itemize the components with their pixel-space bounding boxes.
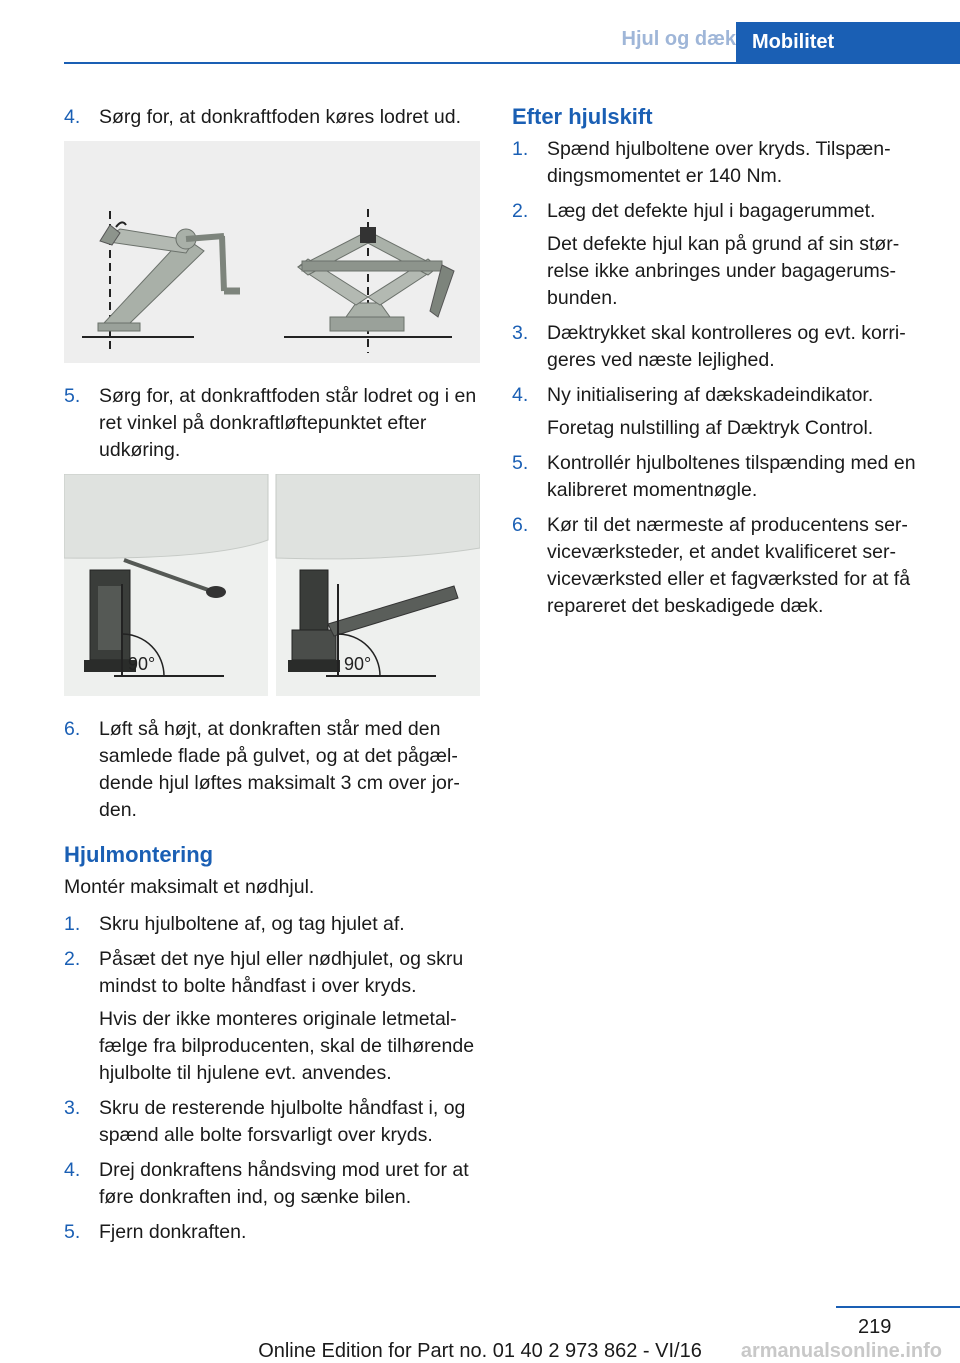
step-number: 1. [512,138,529,160]
step-text: Ny initialisering af dækskadeindikator. [547,384,874,406]
list-item [512,136,928,190]
step-number: 5. [512,452,529,474]
step-text: Skru hjulboltene af, og tag hjulet af. [99,913,405,935]
step-number: 5. [64,385,81,407]
edition-line: Online Edition for Part no. 01 40 2 973 862 - VI/16 [258,1340,702,1362]
list-item [64,104,480,131]
step-text: Påsæt det nye hjul eller nødhjulet, og skru mindst to bolte håndfast i over kryds. [99,948,464,997]
list-item [64,946,480,1000]
list-item [64,911,480,938]
figure-jack-extend [64,141,480,363]
step-list-wheel-mounting [64,911,480,1246]
list-item [512,382,928,409]
header-section-title: Hjul og dæk [621,28,736,50]
list-item [64,716,480,824]
step-text: Drej donkraftens håndsving mod uret for at føre donkraften ind, og sænke bilen. [99,1159,469,1208]
list-item [64,383,480,464]
angle-label-left: 90° [128,654,156,674]
step-number: 3. [64,1097,81,1119]
watermark: armanualsonline.info [740,1340,942,1362]
step-list-after-wheel-change [512,136,928,620]
list-item [512,198,928,225]
step-text: Læg det defekte hjul i bagagerummet. [547,200,876,222]
step-list-b [64,383,480,464]
list-item [512,320,928,374]
section-heading-wheel-mounting: Hjulmontering [64,842,214,867]
list-item [64,1095,480,1149]
step-text: Sørg for, at donkraftfoden står lodret og i en ret vinkel på donkraftløftepunktet efter udkøring. [99,385,477,461]
step-number: 6. [64,718,81,740]
header-chapter-tab: Mobilitet [736,22,960,62]
left-column [64,104,480,1254]
step-number: 2. [64,948,81,970]
step-number: 2. [512,200,529,222]
step-text: Kontrollér hjulboltenes tilspænding med en kalibreret momentnøgle. [547,452,916,501]
step-number: 4. [512,384,529,406]
page-number: 219 [858,1316,892,1338]
step-text: Kør til det nærmeste af producentens serviceværksteder, et andet kvalificeret serviceværksted eller et fagværksted for at få repareret det beskadigede dæk. [547,514,911,617]
right-column [512,104,928,628]
step-text: Skru de resterende hjulbolte håndfast i, og spænd alle bolte forsvarligt over kryds. [99,1097,466,1146]
step-number: 1. [64,913,81,935]
angle-label-right: 90° [344,654,372,674]
step-text: Dæktrykket skal kontrolleres og evt. korrigeres ved næste lejlighed. [547,322,906,371]
list-item [64,1157,480,1211]
jack-extend-illustration [64,141,480,363]
step-number: 6. [512,514,529,536]
step-list-a [64,104,480,131]
step-number: 4. [64,1159,81,1181]
list-item [512,450,928,504]
list-item [64,1219,480,1246]
jack-right-angle-illustration [64,474,480,696]
section-intro: Montér maksimalt et nødhjul. [64,876,315,898]
list-item [512,512,928,620]
page-header [64,22,960,64]
step-number: 3. [512,322,529,344]
step-note: Hvis der ikke monteres originale letmetalfælge fra bilproducenten, skal de tilhørende hjulbolte til hjulene evt. anvendes. [99,1008,475,1084]
step-number: 5. [64,1221,81,1243]
step-number: 4. [64,106,81,128]
step-list-c [64,716,480,824]
step-text: Spænd hjulboltene over kryds. Tilspændingsmomentet er 140 Nm. [547,138,891,187]
section-wheel-mounting [64,842,480,1246]
step-note: Foretag nulstilling af Dæktryk Control. [547,417,874,439]
section-heading-after-wheel-change: Efter hjulskift [512,104,653,129]
step-text: Fjern donkraften. [99,1221,247,1243]
step-note: Det defekte hjul kan på grund af sin størrelse ikke anbringes under bagagerumsbunden. [547,233,900,309]
footer-rule [836,1306,960,1308]
step-text: Sørg for, at donkraftfoden køres lodret ud. [99,106,462,128]
step-text: Løft så højt, at donkraften står med den samlede flade på gulvet, og at det pågældende hjul løftes maksimalt 3 cm over jorden. [99,718,460,821]
figure-jack-right-angle [64,474,480,696]
